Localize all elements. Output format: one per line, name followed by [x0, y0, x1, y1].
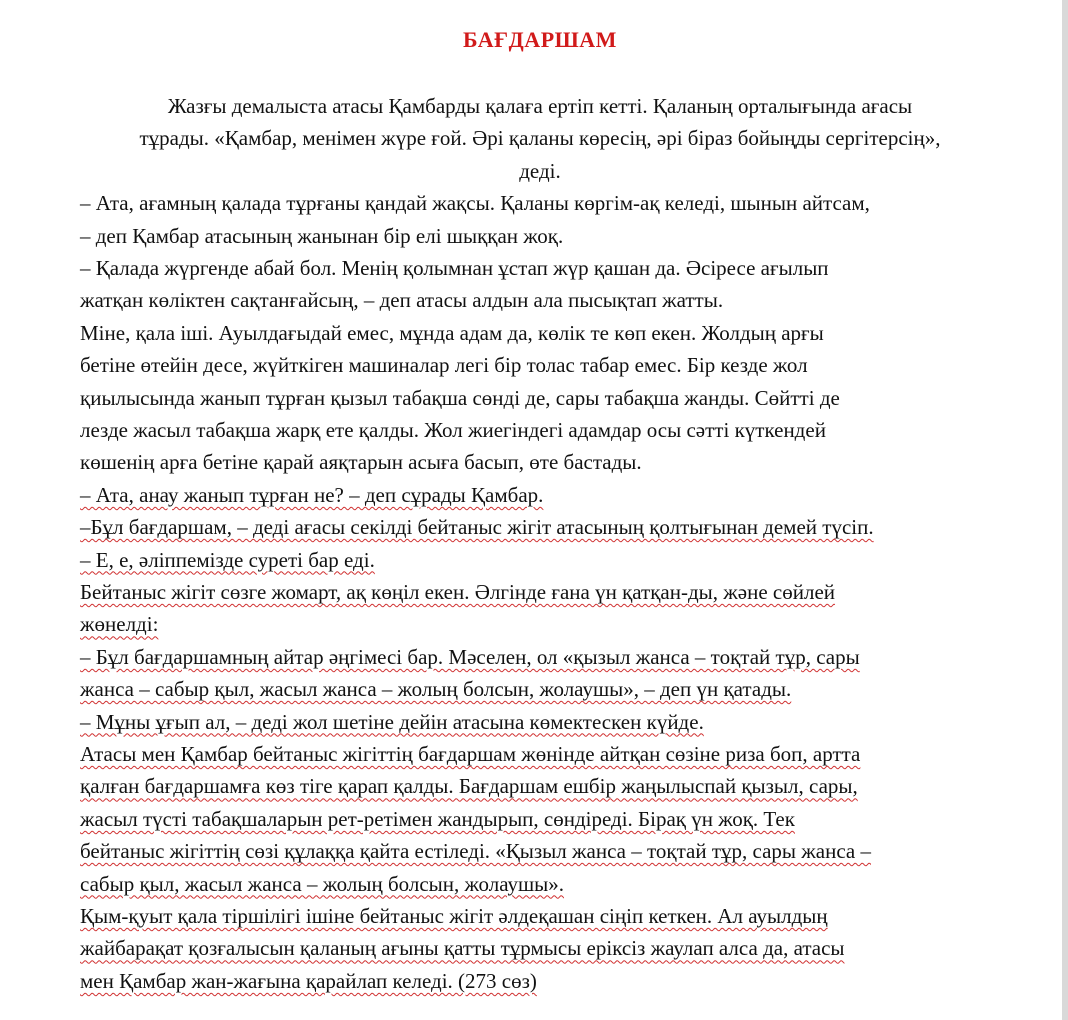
text-line [80, 382, 840, 414]
text-line [80, 803, 795, 835]
text-line-content: тұрады. «Қамбар, менімен жүре ғой. Әрі қаланы көресің, әрі біраз бойыңды сергітерсің», [139, 126, 941, 151]
text-line [0, 122, 1068, 154]
text-line [80, 187, 870, 219]
text-line [80, 706, 704, 738]
text-line [80, 673, 791, 705]
text-line [80, 544, 375, 576]
text-line-content: көшенің арға бетіне қарай аяқтарын асыға басып, өте бастады. [80, 450, 642, 475]
text-line-content: Бейтаныс жігіт сөзге жомарт, ақ көңіл екен. Әлгінде ғана үн қатқан-ды, және сөйлей [80, 580, 836, 604]
text-line-content: лезде жасыл табақша жарқ ете қалды. Жол жиегіндегі адамдар осы сәтті күткендей [80, 418, 826, 442]
text-line [80, 479, 543, 511]
text-line-content: жасыл түсті табақшаларын рет-ретімен жандырып, сөндіреді. Бірақ үн жоқ. Тек [80, 806, 795, 831]
text-line-content: – Е, е, әліппемізде суреті бар еді. [80, 547, 375, 572]
text-line [80, 932, 845, 964]
text-line-content: қалған бағдаршамға көз тіге қарап қалды. Бағдаршам ешбір жаңылыспай қызыл, сары, [80, 774, 858, 799]
text-line [80, 576, 835, 608]
text-line-content: жөнелді: [80, 612, 159, 637]
text-line-content: қиылысында жанып тұрған қызыл табақша сөнді де, сары табақша жанды. Сөйтті де [80, 385, 840, 410]
text-line-content: – Қалада жүргенде абай бол. Менің қолымнан ұстап жүр қашан да. Әсіресе ағылып [80, 256, 829, 280]
text-line [80, 965, 537, 997]
text-line-content: сабыр қыл, жасыл жанса – жолың болсын, жолаушы». [80, 871, 565, 896]
text-line [80, 835, 871, 867]
text-line [80, 446, 642, 478]
text-line-content: – Ата, анау жанып тұрған не? – деп сұрады Қамбар. [80, 482, 544, 507]
text-line-content: жанса – сабыр қыл, жасыл жанса – жолың болсын, жолаушы», – деп үн қатады. [80, 677, 792, 702]
text-line-content: жайбарақат қозғалысын қаланың ағыны қатты тұрмысы еріксіз жаулап алса да, атасы [80, 936, 845, 961]
text-line-content: – деп Қамбар атасының жанынан бір елі шыққан жоқ. [80, 223, 564, 248]
text-line-content: – Мұны ұғып ал, – деді жол шетіне дейін атасына көмектескен күйде. [80, 709, 704, 734]
text-line-content: Міне, қала іші. Ауылдағыдай емес, мұнда адам да, көлік те көп екен. Жолдың арғы [80, 320, 824, 345]
text-line [80, 641, 860, 673]
text-line [80, 220, 563, 252]
text-line [80, 738, 860, 770]
text-line-content: Жазғы демалыста атасы Қамбарды қалаға ертіп кетті. Қаланың орталығында ағасы [167, 94, 913, 118]
text-line [80, 770, 858, 802]
text-line-content: бейтаныс жігіттің сөзі құлаққа қайта естіледі. «Қызыл жанса – тоқтай тұр, сары жанса – [80, 839, 871, 864]
text-line [80, 252, 829, 284]
text-line-content: бетіне өтейін десе, жүйткіген машиналар легі бір толас табар емес. Бір кезде жол [80, 353, 808, 378]
text-line-content: жатқан көліктен сақтанғайсың, – деп атасы алдын ала пысықтап жатты. [80, 288, 724, 313]
text-line-content: деді. [519, 158, 561, 183]
text-line-content: Атасы мен Қамбар бейтаныс жігіттің бағдаршам жөнінде айтқан сөзіне риза боп, артта [80, 742, 861, 766]
text-line [80, 608, 158, 640]
text-line-content: – Бұл бағдаршамның айтар әңгімесі бар. Мәселен, ол «қызыл жанса – тоқтай тұр, сары [80, 644, 860, 669]
text-line [0, 90, 1068, 122]
text-line [80, 349, 808, 381]
text-line [80, 317, 824, 349]
document-title: БАҒДАРШАМ [463, 27, 617, 52]
text-line-content: – Ата, ағамның қалада тұрғаны қандай жақсы. Қаланы көргім-ақ келеді, шынын айтсам, [80, 191, 870, 216]
text-line-content: Қым-қуыт қала тіршілігі ішіне бейтаныс жігіт әлдеқашан сіңіп кеткен. Ал ауылдың [80, 904, 828, 928]
text-line-content: мен Қамбар жан-жағына қарайлап келеді. (273 сөз) [80, 968, 537, 993]
text-line [80, 868, 564, 900]
text-line [80, 900, 828, 932]
text-line [0, 155, 1068, 187]
text-line [80, 284, 723, 316]
text-line [80, 511, 874, 543]
text-line [80, 414, 826, 446]
text-line-content: –Бұл бағдаршам, – деді ағасы секілді бейтаныс жігіт атасының қолтығынан демей түсіп. [80, 515, 874, 540]
